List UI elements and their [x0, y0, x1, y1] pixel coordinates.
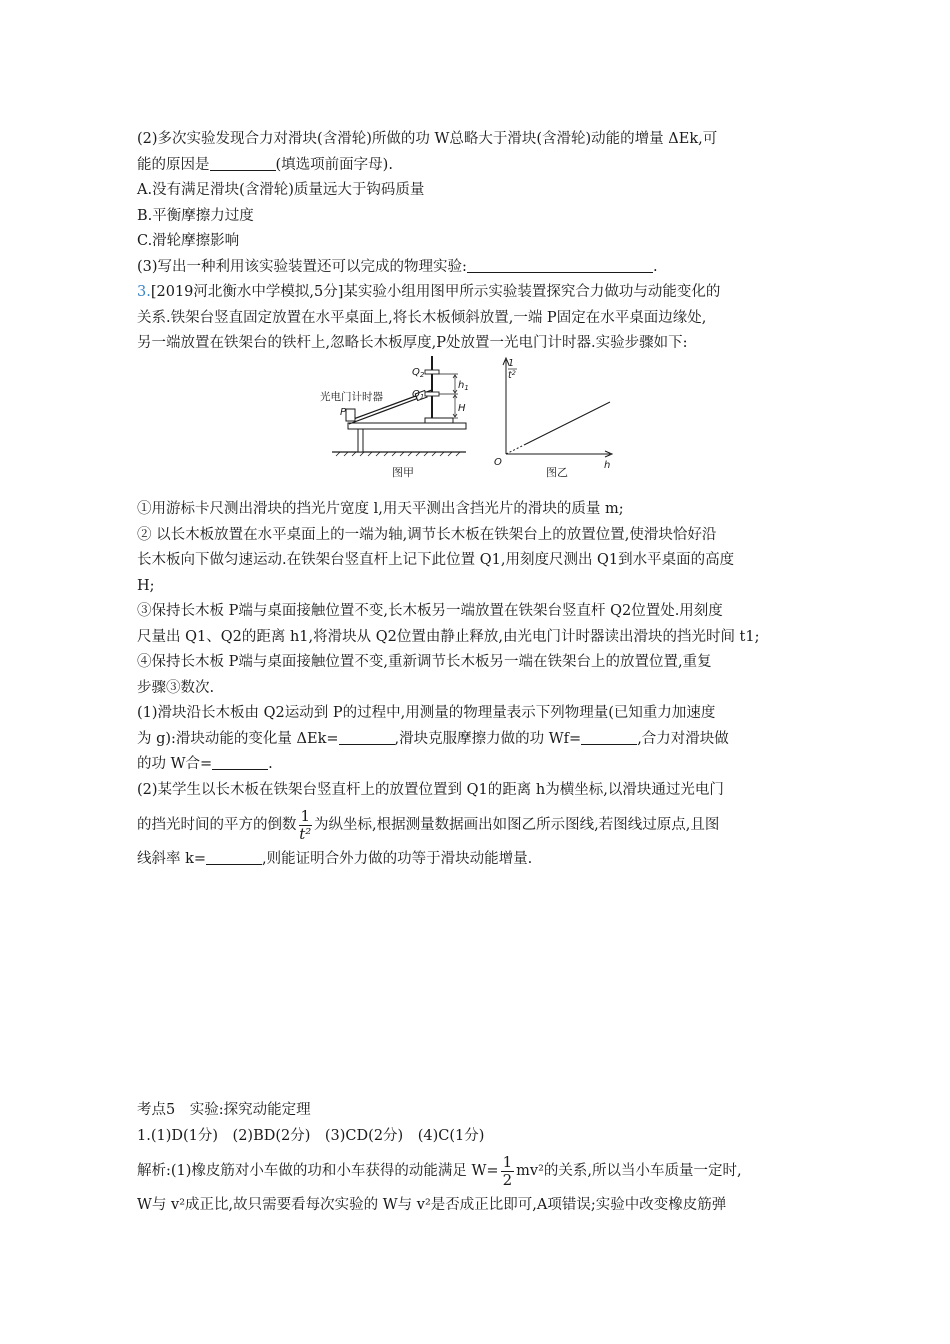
origin-label: O: [494, 457, 502, 468]
sub2-line2-b: 为纵坐标,根据测量数据画出如图乙所示图线,若图线过原点,且图: [314, 817, 720, 833]
answer-line2: [137, 1149, 827, 1193]
step-2-line2: 长木板向下做匀速运动.在铁架台竖直杆上记下此位置 Q1,用刻度尺测出 Q1到水平桌面的高度: [137, 552, 735, 568]
label-point-p: P: [340, 407, 347, 418]
q3-end: .: [652, 258, 658, 275]
figure-graph: [488, 348, 628, 484]
step-4-line2: 步骤③数次.: [137, 679, 215, 696]
answer-blank-friction-work[interactable]: [581, 729, 637, 745]
fraction-one-half: $\frac{1}{2}$: [502, 1152, 513, 1189]
sub2-line3: [137, 847, 827, 873]
step-2-line1: ② 以长木板放置在水平桌面上的一端为轴,调节长木板在铁架台上的放置位置,使滑块恰好沿: [137, 526, 717, 543]
label-height-h: H: [458, 403, 466, 414]
sub1-line1: (1)滑块沿长木板由 Q2运动到 P的过程中,用测量的物理量表示下列物理量(已知重力加速度: [137, 705, 716, 721]
sub1-line3: [137, 752, 827, 778]
q2-line2: [137, 153, 827, 179]
graph-line: [524, 402, 610, 445]
caption-figure-a: 图甲: [392, 466, 414, 479]
answer-section: [137, 1098, 827, 1219]
step-2-line3: H;: [137, 577, 155, 594]
label-h1: $h_1$: [458, 380, 469, 392]
problem3-line3: 另一端放置在铁架台的铁杆上,忽略长木板厚度,P处放置一光电门计时器.实验步骤如下:: [137, 335, 688, 351]
q2-line2-end: (填选项前面字母).: [275, 156, 393, 173]
problem3-intro: [2019河北衡水中学模拟,5分]某实验小组用图甲所示实验装置探究合力做功与动能变化的: [150, 284, 721, 300]
answer-blank-slope[interactable]: [206, 849, 262, 865]
label-q1: $Q_1$: [412, 389, 425, 401]
sub1-line3-b: .: [268, 756, 273, 772]
sub1-line2-a: 为 g):滑块动能的变化量 ΔEk=: [137, 730, 339, 747]
label-q2: $Q_2$: [412, 367, 425, 379]
q3-line: [137, 255, 827, 281]
step-4-line1: ④保持长木板 P端与桌面接触位置不变,重新调节长木板另一端在铁架台上的放置位置,重复: [137, 654, 712, 670]
figure-apparatus: [308, 348, 488, 484]
answer-blank-q2[interactable]: [210, 155, 276, 171]
fraction-inverse-t-squared: $\frac{1}{\text{t²}}$: [299, 806, 312, 843]
step-3-line2: 尺量出 Q1、Q2的距离 h1,将滑块从 Q2位置由静止释放,由光电门计时器读出滑块的挡光时间 t1;: [137, 628, 760, 645]
option-a: A.没有满足滑块(含滑轮)质量远大于钩码质量: [137, 182, 425, 198]
step-1: ①用游标卡尺测出滑块的挡光片宽度 l,用天平测出含挡光片的滑块的质量 m;: [137, 501, 624, 517]
sub1-line3-a: 的功 W合=: [137, 756, 213, 772]
answer-blank-q3[interactable]: [467, 257, 653, 273]
sub2-line1: (2)某学生以长木板在铁架台竖直杆上的放置位置到 Q1的距离 h为横坐标,以滑块通过光电门: [137, 781, 724, 798]
y-axis-numerator: 1: [508, 358, 515, 369]
q2-line2-start: 能的原因是: [137, 156, 210, 173]
problem3-line2: 关系.铁架台竖直固定放置在水平桌面上,将长木板倾斜放置,一端 P固定在水平桌面边缘处,: [137, 309, 707, 326]
option-b: B.平衡摩擦力过度: [137, 207, 254, 224]
x-axis-label: h: [604, 460, 611, 471]
problem3-line1: [137, 280, 827, 306]
sub1-line2-b: ,滑块克服摩擦力做的功 Wf=: [394, 730, 582, 747]
problem-number: 3.: [137, 284, 151, 300]
answer-line2-a: 解析:(1)橡皮筋对小车做的功和小车获得的动能满足 W=: [137, 1163, 499, 1179]
answer-heading: 考点5 实验:探究动能定理: [137, 1102, 311, 1118]
sub2-line3-a: 线斜率 k=: [137, 851, 207, 867]
sub1-line2: [137, 727, 827, 753]
answer-line3: W与 v²成正比,故只需要看每次实验的 W与 v²是否成正比即可,A项错误;实验中改变橡皮筋弹: [137, 1197, 727, 1213]
q3-text: (3)写出一种利用该实验装置还可以完成的物理实验:: [137, 258, 467, 275]
answer-line1: 1.(1)D(1分) (2)BD(2分) (3)CD(2分) (4)C(1分): [137, 1127, 485, 1144]
sub2-line3-b: ,则能证明合外力做的功等于滑块动能增量.: [262, 851, 533, 867]
answer-blank-net-work[interactable]: [212, 754, 268, 770]
option-c: C.滑轮摩擦影响: [137, 233, 240, 249]
sub1-line2-c: ,合力对滑块做: [637, 730, 729, 747]
sub2-line2-a: 的挡光时间的平方的倒数: [137, 817, 297, 833]
answer-blank-kinetic-energy[interactable]: [339, 729, 395, 745]
step-3-line1: ③保持长木板 P端与桌面接触位置不变,长木板另一端放置在铁架台竖直杆 Q2位置处.用刻度: [137, 603, 723, 619]
caption-figure-b: 图乙: [546, 466, 568, 479]
y-axis-denominator: $t^2$: [508, 369, 516, 381]
question-block-top: [137, 127, 827, 357]
experiment-steps: [137, 497, 827, 873]
q2-line1: (2)多次实验发现合力对滑块(含滑轮)所做的功 W总略大于滑块(含滑轮)动能的增量 ΔEk,可: [137, 131, 718, 147]
answer-line2-b: mv²的关系,所以当小车质量一定时,: [516, 1163, 742, 1179]
sub2-line2: [137, 803, 827, 847]
label-photogate-timer: 光电门计时器: [320, 391, 383, 403]
